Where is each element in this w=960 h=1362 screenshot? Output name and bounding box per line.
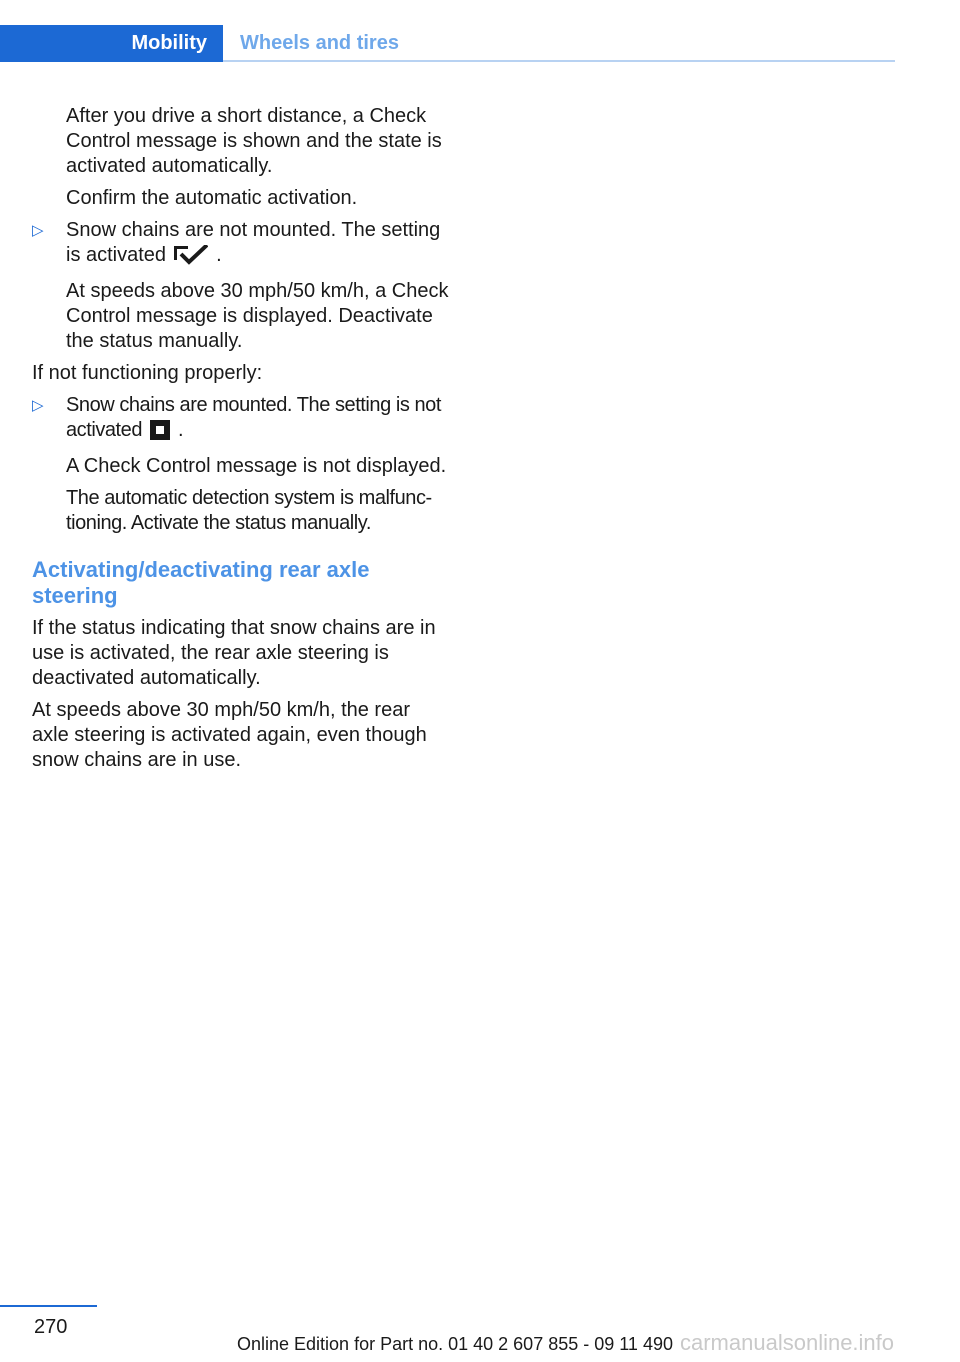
list-item-chains-not-mounted <box>32 218 452 272</box>
page-header <box>0 25 895 62</box>
bullet-text-end: . <box>216 244 222 266</box>
bullet2-followup-1: A Check Control message is not displayed. <box>66 455 447 477</box>
chapter-label: Mobility <box>131 32 207 54</box>
bullet-text-end: . <box>178 419 184 441</box>
watermark: carmanualsonline.info <box>680 1330 895 1355</box>
edition-note: Online Edition for Part no. 01 40 2 607 855 - 09 11 490 <box>237 1334 673 1354</box>
header-divider <box>223 60 895 62</box>
checkbox-empty-icon <box>150 420 170 447</box>
bullet2-followup-2: The automatic detection system is malfunctioning. Activate the status manually. <box>66 487 433 534</box>
intro-paragraph-1: After you drive a short distance, a Check Control message is shown and the state is activated automatically. <box>66 105 442 177</box>
section-heading: Activating/deactivating rear axle steering <box>32 557 370 608</box>
section-tab[interactable] <box>240 25 399 62</box>
not-functioning-label: If not functioning properly: <box>32 362 263 384</box>
page-content <box>32 104 452 780</box>
chapter-tab[interactable] <box>0 25 223 62</box>
list-item-chains-mounted <box>32 393 452 447</box>
page-number: 270 <box>34 1316 68 1338</box>
steering-paragraph-1: If the status indicating that snow chains are in use is activated, the rear axle steering is deactivated automatically. <box>32 617 436 689</box>
checkmark-icon <box>174 245 208 272</box>
section-label: Wheels and tires <box>240 32 399 54</box>
steering-paragraph-2: At speeds above 30 mph/50 km/h, the rear axle steering is activated again, even though snow chains are in use. <box>32 699 427 771</box>
bullet-triangle-icon: ▷ <box>32 222 44 239</box>
bullet-triangle-icon: ▷ <box>32 397 44 414</box>
footer-divider <box>0 1305 97 1307</box>
bullet-text: Snow chains are mounted. The setting is not activated <box>66 394 441 441</box>
intro-paragraph-2: Confirm the automatic activation. <box>66 187 358 209</box>
bullet1-followup: At speeds above 30 mph/50 km/h, a Check Control message is displayed. Deactivate the status manually. <box>66 280 449 352</box>
bullet-text: Snow chains are not mounted. The setting is activated <box>66 219 441 266</box>
